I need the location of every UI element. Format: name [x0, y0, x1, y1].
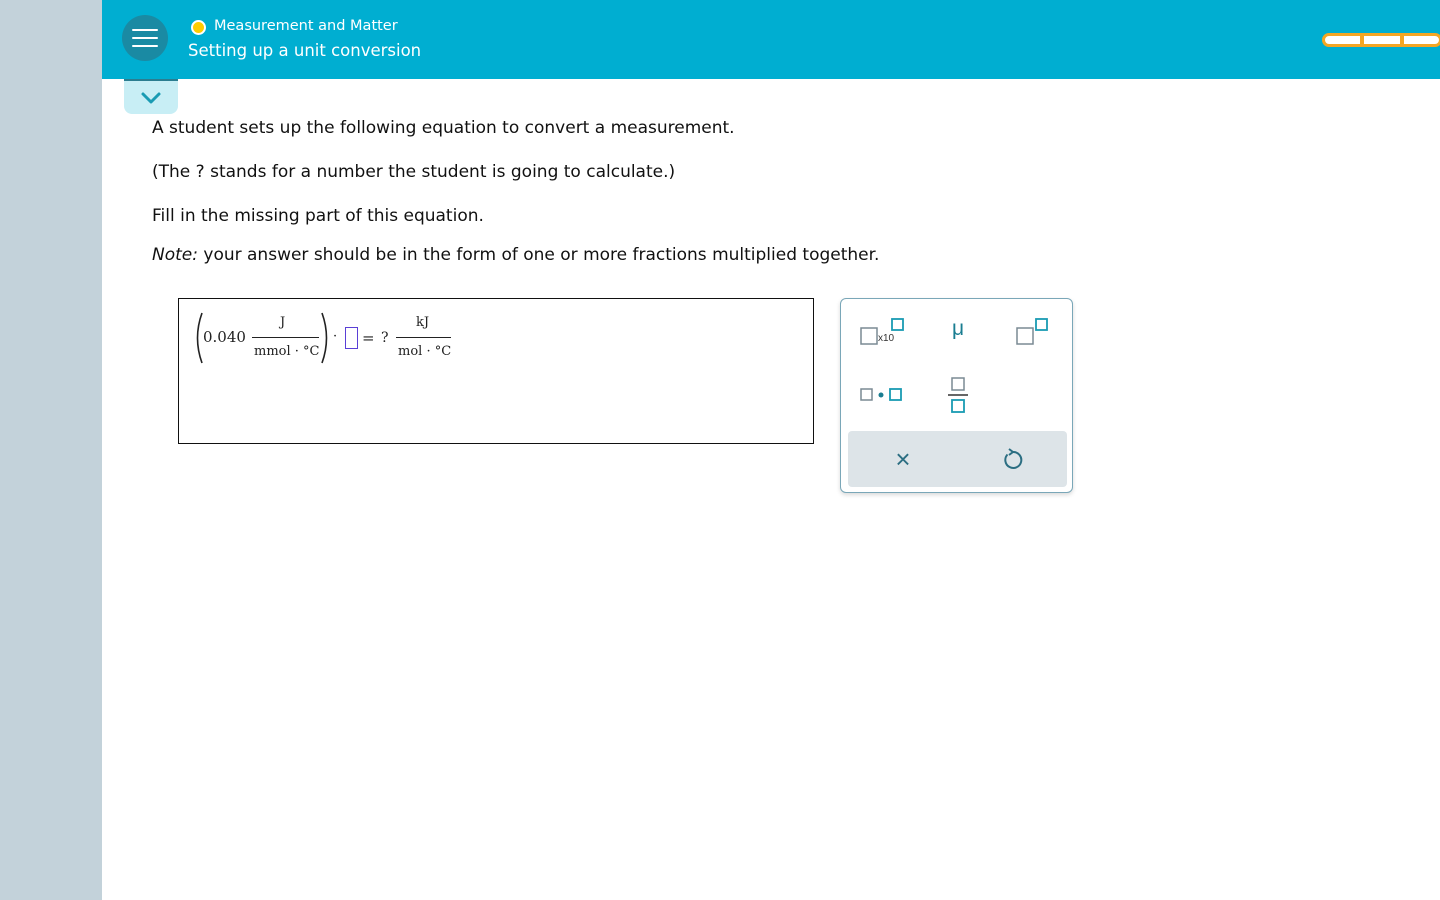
progress-segment: [1364, 36, 1403, 44]
superscript-button[interactable]: [1015, 317, 1051, 349]
left-fraction-denominator: mmol · °C: [254, 344, 320, 359]
clear-button[interactable]: [888, 443, 918, 475]
answer-input-slot[interactable]: [345, 327, 358, 349]
left-fraction-bar: [252, 337, 319, 338]
question-note: [152, 245, 879, 265]
question-line-3: Fill in the missing part of this equation.: [152, 206, 484, 226]
right-fraction-numerator: kJ: [416, 315, 430, 330]
note-label: Note:: [152, 245, 198, 265]
lesson-title: Setting up a unit conversion: [188, 41, 422, 60]
math-palette: [840, 298, 1073, 493]
left-fraction-numerator: J: [280, 315, 286, 330]
menu-icon: [132, 29, 158, 31]
progress-segment: [1325, 36, 1364, 44]
question-line-1: A student sets up the following equation to convert a measurement.: [152, 118, 735, 138]
right-paren: [319, 311, 333, 365]
right-fraction-denominator: mol · °C: [398, 344, 452, 359]
sci-notation-label: x10: [878, 333, 895, 344]
undo-button[interactable]: [998, 445, 1028, 475]
undo-icon: [998, 445, 1028, 475]
top-bar: [102, 0, 1440, 79]
fraction-button[interactable]: [945, 375, 971, 415]
chevron-down-icon: [140, 91, 162, 105]
right-fraction-bar: [396, 337, 451, 338]
palette-footer: [848, 431, 1067, 487]
collapse-toggle-button[interactable]: [124, 79, 178, 114]
superscript-icon: [1015, 317, 1051, 349]
unknown-value: ?: [381, 330, 389, 346]
menu-button[interactable]: [122, 15, 168, 61]
progress-bar: [1322, 33, 1440, 47]
sci-notation-button[interactable]: [859, 317, 909, 349]
multiply-dot-icon: [859, 385, 905, 405]
note-text: your answer should be in the form of one or more fractions multiplied together.: [197, 245, 880, 265]
clear-icon: ×: [895, 444, 911, 474]
left-rail: [0, 0, 102, 900]
equals-sign: =: [362, 329, 375, 347]
question-line-2: (The ? stands for a number the student is going to calculate.): [152, 162, 676, 182]
fraction-icon: [945, 375, 971, 415]
mu-button[interactable]: μ: [951, 317, 965, 340]
progress-segment: [1404, 36, 1439, 44]
coefficient: 0.040: [203, 328, 246, 346]
answer-box[interactable]: [178, 298, 814, 444]
topic-label: Measurement and Matter: [214, 18, 398, 34]
multiply-button[interactable]: [859, 385, 905, 405]
topic-status-dot: [191, 20, 206, 35]
multiply-dot: ·: [333, 329, 338, 344]
